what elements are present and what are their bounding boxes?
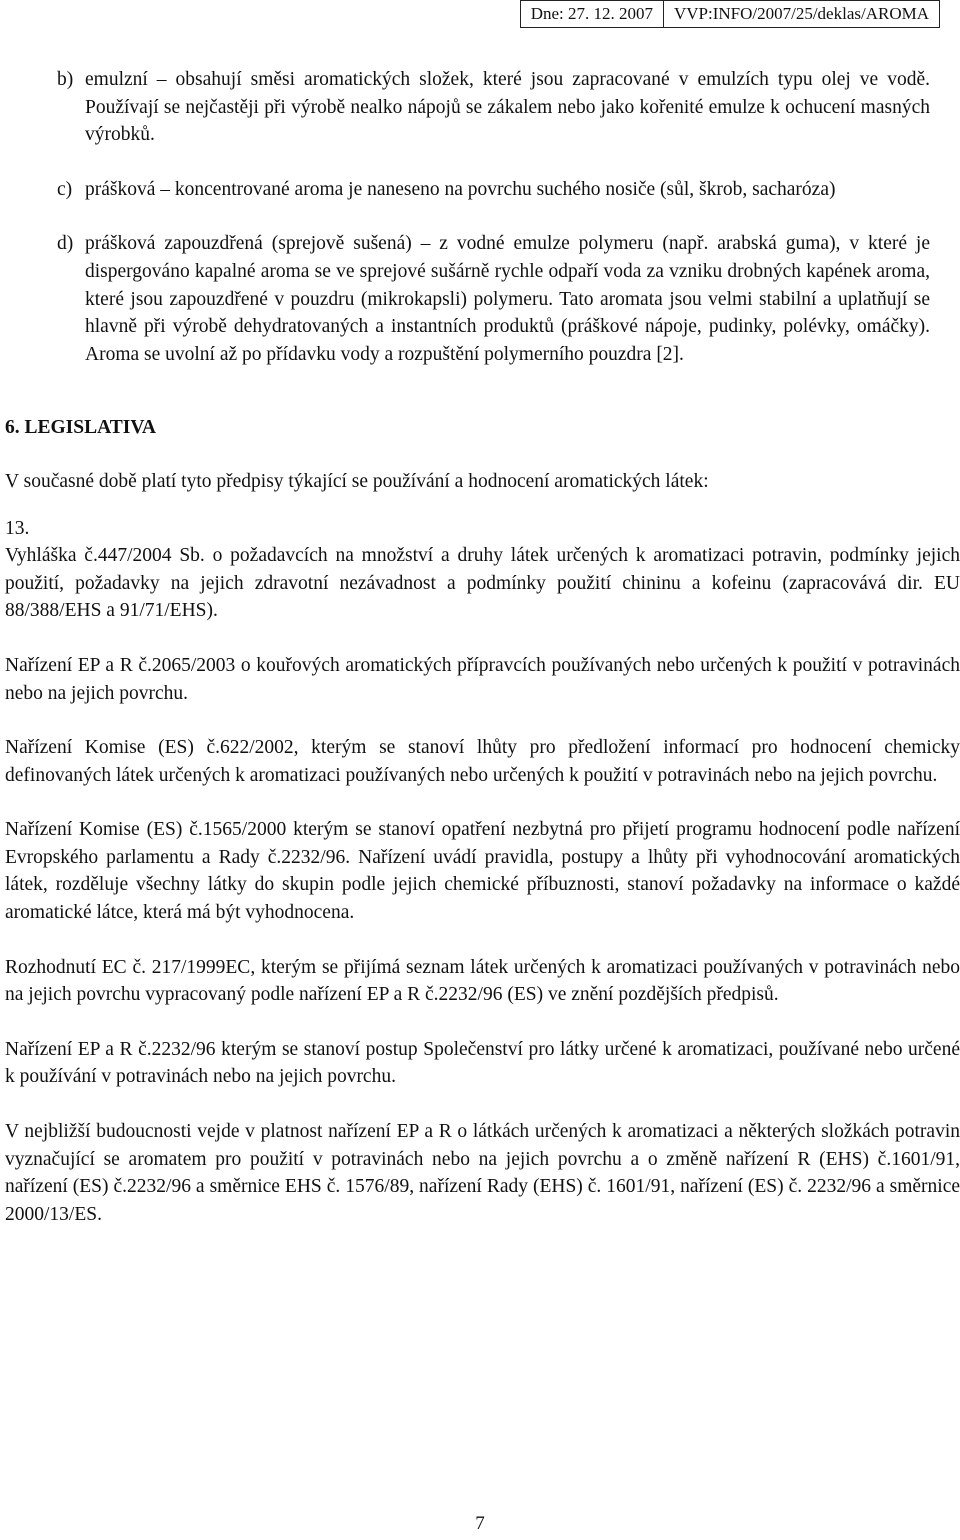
regulation-paragraph: Nařízení EP a R č.2065/2003 o kouřových aromatických přípravcích používaných nebo určených k použití v potravinách nebo na jejich povrchu.	[5, 654, 960, 704]
regulation-paragraph: V nejbližší budoucnosti vejde v platnost nařízení EP a R o látkách určených k aromatizaci a některých složkách potravin vyznačující se aromatem pro použití v potravinách nebo na jejich povrchu a o změně nařízení R (EHS) č.1601/91, nařízení (ES) č.2232/96 a směrnice EHS č. 1576/89, nařízení Rady (EHS) č. 1601/91, nařízení (ES) č. 2232/96 a směrnice 2000/13/ES.	[5, 1121, 960, 1225]
list-item-d	[5, 230, 960, 368]
list-item-text: prášková – koncentrované aroma je naneseno na povrchu suchého nosiče (sůl, škrob, sacharóza)	[85, 178, 836, 200]
list-item-label: c)	[57, 178, 73, 200]
list-item-text: prášková zapouzdřená (sprejově sušená) – z vodné emulze polymeru (např. arabská guma), v které je dispergováno kapalné aroma se ve sprejové sušárně rychle odpaří voda za vzniku drobných kapének aroma, které jsou zapouzdřené v pouzdru (mikrokapsli) polymeru. Tato aromata jsou velmi stabilní a uplatňují se hlavně při výrobě dehydratovaných a instantních produktů (práškové nápoje, pudinky, polévky, omáčky). Aroma se uvolní až po přídavku vody a rozpuštění polymerního pouzdra [2].	[85, 233, 930, 365]
list-item-b	[5, 66, 960, 149]
page-number: 7	[475, 1513, 485, 1534]
regulation-paragraph: Vyhláška č.447/2004 Sb. o požadavcích na množství a druhy látek určených k aromatizaci potravin, podmínky jejich použití, požadavky na jejich zdravotní nezávadnost a podmínky použití chininu a kofeinu (zapracovává dir. EU 88/388/EHS a 91/71/EHS).	[5, 545, 960, 622]
list-item-label: d)	[57, 233, 74, 255]
header-date: Dne: 27. 12. 2007	[530, 4, 653, 23]
regulation-paragraph: Nařízení Komise (ES) č.622/2002, kterým se stanoví lhůty pro předložení informací pro hodnocení chemicky definovaných látek určených k aromatizaci používaných nebo určených k použití v potravinách nebo na jejich povrchu.	[5, 737, 960, 786]
document-header	[520, 0, 940, 28]
section-number: 13.	[5, 517, 30, 539]
page-content	[5, 66, 960, 1228]
regulation-paragraph: Rozhodnutí EC č. 217/1999EC, kterým se přijímá seznam látek určených k aromatizaci používaných v potravinách nebo na jejich povrchu vypracovaný podle nařízení EP a R č.2232/96 (ES) ve znění pozdějších předpisů.	[5, 956, 960, 1006]
regulation-paragraph: Nařízení EP a R č.2232/96 kterým se stanoví postup Společenství pro látky určené k aromatizaci, používané nebo určené k používání v potravinách nebo na jejich povrchu.	[5, 1038, 960, 1088]
list-item-c	[5, 176, 960, 204]
section-heading: 6. LEGISLATIVA	[5, 417, 157, 439]
header-reference: VVP:INFO/2007/25/deklas/AROMA	[663, 1, 939, 27]
section-intro: V současné době platí tyto předpisy týkající se používání a hodnocení aromatických látek:	[5, 470, 709, 492]
regulation-paragraph: Nařízení Komise (ES) č.1565/2000 kterým se stanoví opatření nezbytná pro přijetí programu hodnocení podle nařízení Evropského parlamentu a Rady č.2232/96. Nařízení uvádí pravidla, postupy a lhůty při vyhodnocování aromatických látek, rozděluje všechny látky do skupin podle jejich chemické příbuznosti, stanoví požadavky na informace o každé aromatické látce, která má být vyhodnocena.	[5, 819, 960, 924]
list-item-label: b)	[57, 69, 74, 90]
list-item-text: emulzní – obsahují směsi aromatických složek, které jsou zapracované v emulzích typu olej ve vodě. Používají se nejčastěji při výrobě nealko nápojů se zákalem nebo jako kořenité emulze k ochucení masných výrobků.	[85, 69, 930, 146]
